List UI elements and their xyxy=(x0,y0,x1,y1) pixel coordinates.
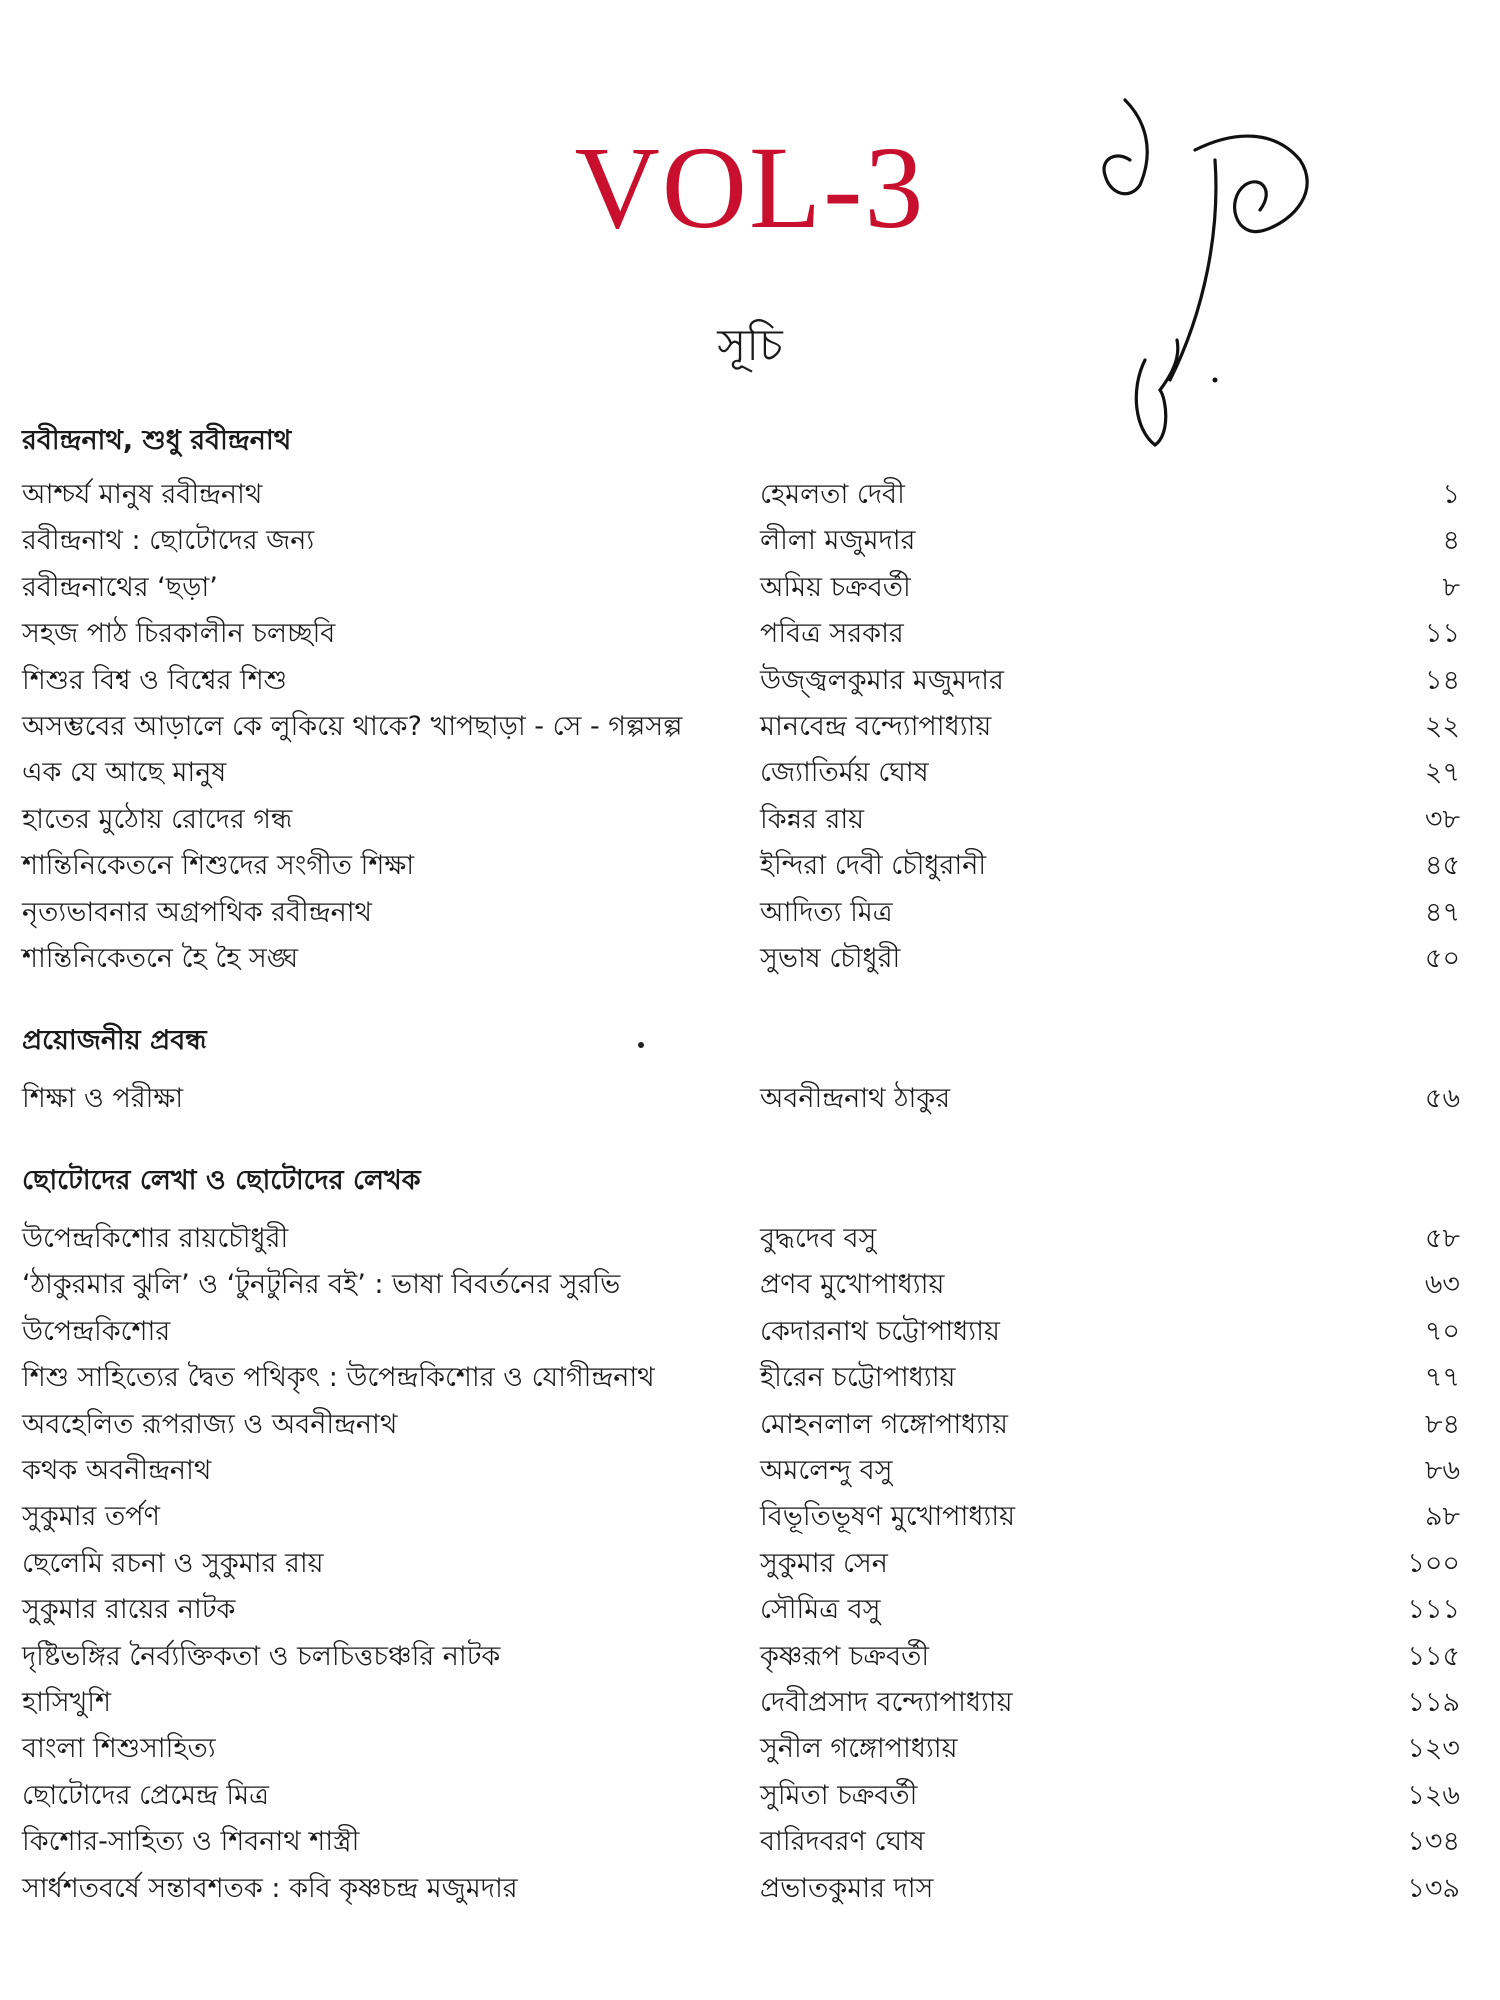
entry-title: রবীন্দ্রনাথের ‘ছড়া’ xyxy=(22,571,218,603)
stray-mark xyxy=(638,1042,644,1048)
entry-author: সুমিতা চক্রবর্তী xyxy=(760,1779,918,1811)
section-heading: রবীন্দ্রনাথ, শুধু রবীন্দ্রনাথ xyxy=(22,425,292,456)
entry-title: হাতের মুঠোয় রোদের গন্ধ xyxy=(22,803,293,835)
contents-heading: সূচি xyxy=(717,320,783,371)
entry-author: পবিত্র সরকার xyxy=(760,618,904,650)
entry-author: কিন্নর রায় xyxy=(760,803,865,835)
entry-page-number: ১১১ xyxy=(1407,1594,1460,1626)
entry-page-number: ৭৭ xyxy=(1424,1362,1460,1394)
entry-page-number: ৪৫ xyxy=(1424,850,1460,882)
toc-entry xyxy=(0,1821,1500,1863)
entry-author: সুনীল গঙ্গোপাধ্যায় xyxy=(760,1733,958,1765)
entry-page-number: ৮৪ xyxy=(1424,1408,1460,1440)
entry-author: অমিয় চক্রবর্তী xyxy=(760,571,911,603)
volume-title: VOL-3 xyxy=(574,122,926,253)
entry-author: অমলেন্দু বসু xyxy=(760,1455,893,1486)
toc-entry xyxy=(0,1496,1500,1538)
entry-author: লীলা মজুমদার xyxy=(760,525,916,557)
entry-title: শিক্ষা ও পরীক্ষা xyxy=(22,1083,184,1114)
entry-title: নৃত্যভাবনার অগ্রপথিক রবীন্দ্রনাথ xyxy=(22,896,373,928)
toc-entry xyxy=(0,1589,1500,1631)
toc-entry xyxy=(0,1404,1500,1446)
entry-author: দেবীপ্রসাদ বন্দ্যোপাধ্যায় xyxy=(760,1687,1013,1718)
entry-page-number: ১১৯ xyxy=(1407,1687,1460,1718)
handwritten-signature xyxy=(1085,90,1345,490)
entry-author: কৃষ্ণরূপ চক্রবর্তী xyxy=(760,1640,930,1672)
entry-page-number: ১২৩ xyxy=(1407,1733,1460,1765)
entry-page-number: ১৩৯ xyxy=(1407,1872,1460,1904)
entry-author: অবনীন্দ্রনাথ ঠাকুর xyxy=(760,1083,951,1114)
entry-author: বারিদবরণ ঘোষ xyxy=(760,1826,925,1858)
toc-entry xyxy=(0,1357,1500,1399)
entry-title: সুকুমার রায়ের নাটক xyxy=(22,1594,236,1626)
toc-entry xyxy=(0,1868,1500,1910)
entry-title: সুকুমার তর্পণ xyxy=(22,1501,160,1533)
toc-entry xyxy=(0,660,1500,702)
toc-entry xyxy=(0,567,1500,609)
entry-page-number: ১০০ xyxy=(1407,1547,1460,1579)
entry-author: বিভূতিভূষণ মুখোপাধ্যায় xyxy=(760,1501,1016,1533)
entry-page-number: ৫৬ xyxy=(1424,1083,1460,1114)
entry-author: ইন্দিরা দেবী চৌধুরানী xyxy=(760,850,987,882)
toc-entry xyxy=(0,706,1500,748)
entry-title: ছোটোদের প্রেমেন্দ্র মিত্র xyxy=(22,1779,269,1811)
toc-entry xyxy=(0,1636,1500,1678)
entry-title: শান্তিনিকেতনে হৈ হৈ সঙ্ঘ xyxy=(22,943,299,974)
entry-title: কথক অবনীন্দ্রনাথ xyxy=(22,1455,212,1486)
toc-entry xyxy=(0,1775,1500,1817)
entry-author: জ্যোতির্ময় ঘোষ xyxy=(760,757,929,789)
entry-page-number: ৩৮ xyxy=(1424,803,1460,835)
entry-page-number: ৯৮ xyxy=(1424,1501,1460,1533)
entry-author: সুকুমার সেন xyxy=(760,1547,888,1579)
entry-page-number: ২৭ xyxy=(1424,757,1460,789)
entry-title: এক যে আছে মানুষ xyxy=(22,757,227,789)
entry-author: মোহনলাল গঙ্গোপাধ্যায় xyxy=(760,1408,1008,1440)
entry-title: উপেন্দ্রকিশোর xyxy=(22,1315,171,1347)
entry-page-number: ২২ xyxy=(1424,711,1460,742)
entry-title: অবহেলিত রূপরাজ্য ও অবনীন্দ্রনাথ xyxy=(22,1408,398,1440)
entry-author: সুভাষ চৌধুরী xyxy=(760,943,901,974)
toc-entry xyxy=(0,1728,1500,1770)
entry-author: মানবেন্দ্র বন্দ্যোপাধ্যায় xyxy=(760,711,992,742)
entry-title: রবীন্দ্রনাথ : ছোটোদের জন্য xyxy=(22,525,315,557)
toc-entry xyxy=(0,1543,1500,1585)
toc-entry xyxy=(0,1682,1500,1724)
entry-title: দৃষ্টিভঙ্গির নৈর্ব্যক্তিকতা ও চলচিত্তচঞ্চরি নাটক xyxy=(22,1640,501,1672)
section-heading: প্রয়োজনীয় প্রবন্ধ xyxy=(22,1025,207,1056)
entry-page-number: ১৩৪ xyxy=(1407,1826,1460,1858)
entry-page-number: ৫৮ xyxy=(1424,1223,1460,1254)
toc-entry xyxy=(0,1264,1500,1306)
entry-title: হাসিখুশি xyxy=(22,1687,112,1718)
entry-page-number: ৫০ xyxy=(1424,943,1460,974)
entry-title: শান্তিনিকেতনে শিশুদের সংগীত শিক্ষা xyxy=(22,850,415,882)
entry-page-number: ৪৭ xyxy=(1424,896,1460,928)
entry-page-number: ১১৫ xyxy=(1407,1640,1460,1672)
entry-page-number: ১২৬ xyxy=(1407,1779,1460,1811)
entry-author: সৌমিত্র বসু xyxy=(760,1594,881,1626)
entry-author: আদিত্য মিত্র xyxy=(760,896,893,928)
entry-title: বাংলা শিশুসাহিত্য xyxy=(22,1733,216,1765)
toc-entry xyxy=(0,613,1500,655)
toc-entry xyxy=(0,474,1500,516)
entry-title: সার্ধশতবর্ষে সন্তাবশতক : কবি কৃষ্ণচন্দ্র মজুমদার xyxy=(22,1872,518,1904)
toc-entry xyxy=(0,938,1500,980)
entry-title: ‘ঠাকুরমার ঝুলি’ ও ‘টুনটুনির বই’ : ভাষা বিবর্তনের সুরভি xyxy=(22,1269,621,1301)
entry-title: উপেন্দ্রকিশোর রায়চৌধুরী xyxy=(22,1223,289,1254)
entry-author: প্রণব মুখোপাধ্যায় xyxy=(760,1269,945,1301)
entry-title: সহজ পাঠ চিরকালীন চলচ্ছবি xyxy=(22,618,336,650)
entry-page-number: ৬৩ xyxy=(1424,1269,1460,1301)
entry-author: হেমলতা দেবী xyxy=(760,479,905,510)
toc-entry xyxy=(0,845,1500,887)
toc-entry xyxy=(0,892,1500,934)
entry-author: বুদ্ধদেব বসু xyxy=(760,1223,877,1254)
toc-entry xyxy=(0,799,1500,841)
entry-title: আশ্চর্য মানুষ রবীন্দ্রনাথ xyxy=(22,479,263,510)
toc-entry xyxy=(0,752,1500,794)
entry-page-number: ১ xyxy=(1442,479,1460,510)
entry-author: কেদারনাথ চট্টোপাধ্যায় xyxy=(760,1315,1000,1347)
toc-entry xyxy=(0,1078,1500,1120)
entry-page-number: ৮৬ xyxy=(1424,1455,1460,1486)
entry-page-number: ১৪ xyxy=(1424,664,1460,696)
entry-page-number: ১১ xyxy=(1424,618,1460,650)
entry-author: হীরেন চট্টোপাধ্যায় xyxy=(760,1362,956,1394)
entry-author: উজ্জ্বলকুমার মজুমদার xyxy=(760,664,1004,696)
entry-page-number: ৮ xyxy=(1442,571,1460,603)
toc-entry xyxy=(0,520,1500,562)
toc-entry xyxy=(0,1218,1500,1260)
entry-title: শিশু সাহিত্যের দ্বৈত পথিকৃৎ : উপেন্দ্রকিশোর ও যোগীন্দ্রনাথ xyxy=(22,1362,655,1394)
entry-title: অসম্ভবের আড়ালে কে লুকিয়ে থাকে? খাপছাড়া - সে - গল্পসল্প xyxy=(22,711,683,742)
entry-title: শিশুর বিশ্ব ও বিশ্বের শিশু xyxy=(22,664,287,696)
entry-title: কিশোর-সাহিত্য ও শিবনাথ শাস্ত্রী xyxy=(22,1826,360,1858)
entry-page-number: ৭০ xyxy=(1424,1315,1460,1347)
entry-page-number: ৪ xyxy=(1442,525,1460,557)
entry-author: প্রভাতকুমার দাস xyxy=(760,1872,934,1904)
section-heading: ছোটোদের লেখা ও ছোটোদের লেখক xyxy=(22,1165,421,1196)
toc-entry xyxy=(0,1311,1500,1353)
entry-title: ছেলেমি রচনা ও সুকুমার রায় xyxy=(22,1547,324,1579)
toc-entry xyxy=(0,1450,1500,1492)
